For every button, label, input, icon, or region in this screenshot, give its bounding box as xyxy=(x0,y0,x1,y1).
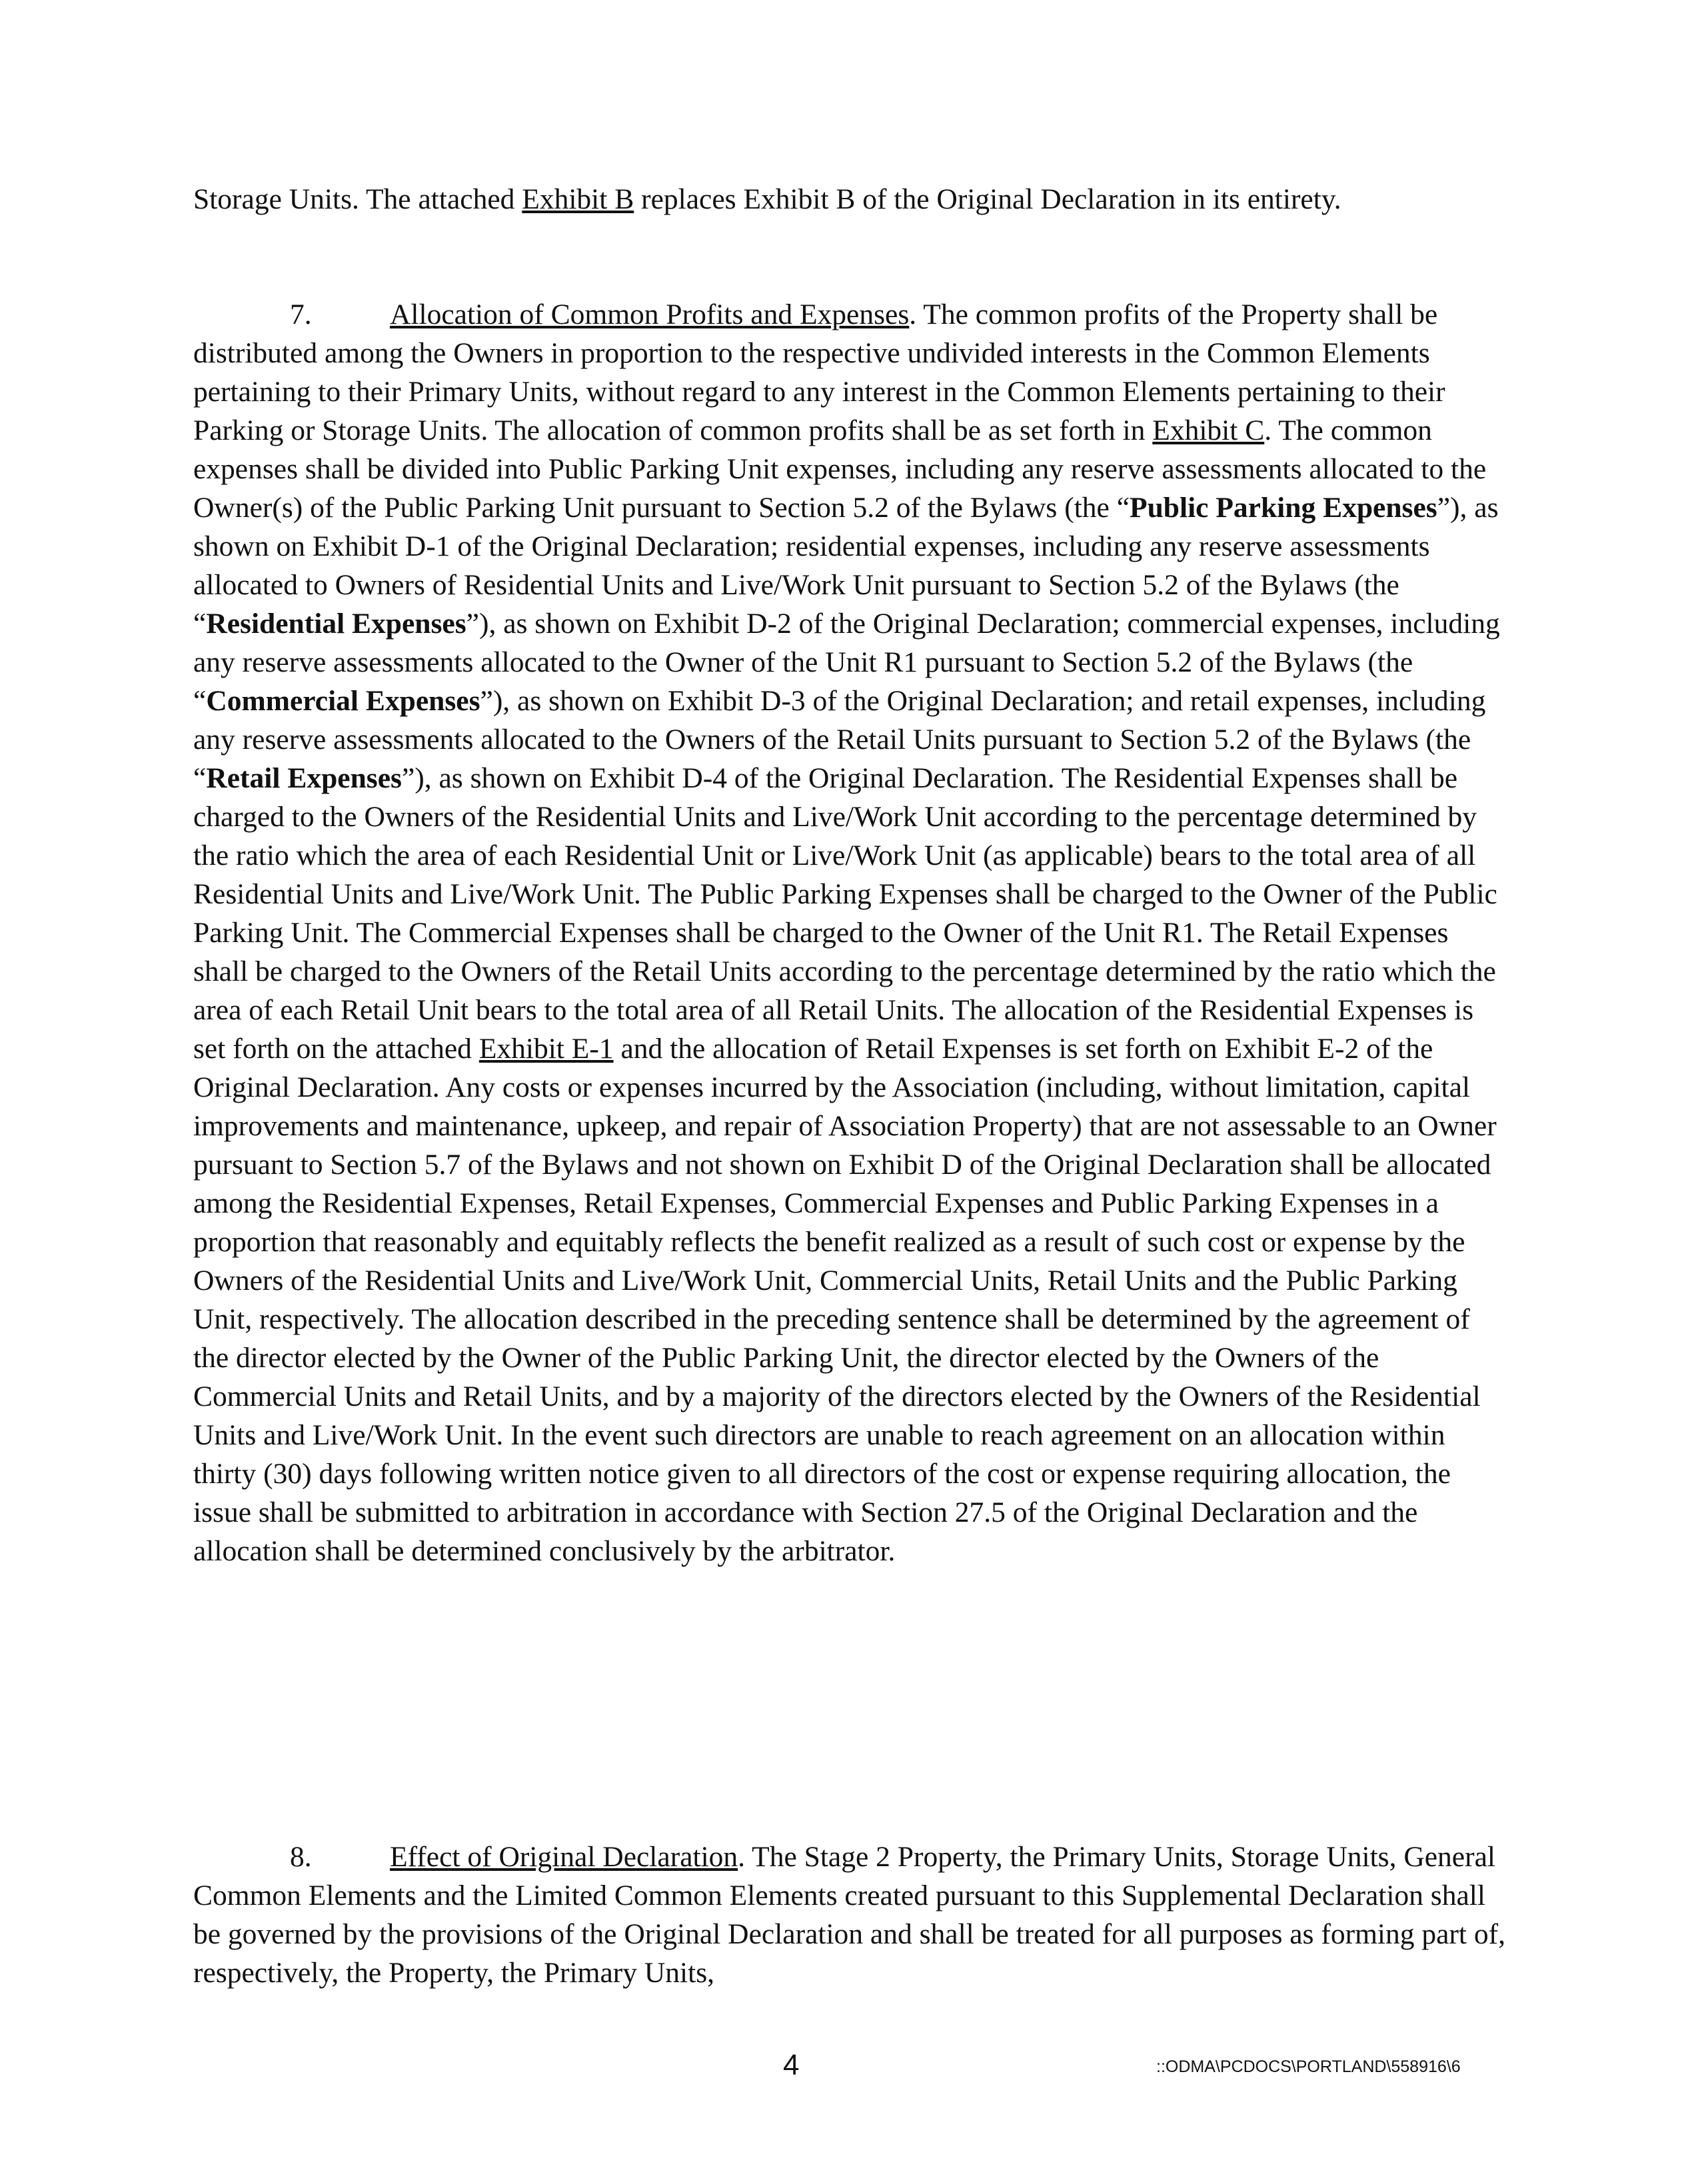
continued-paragraph xyxy=(193,180,1509,219)
text-run: Storage Units. The attached xyxy=(193,183,522,215)
exhibit-c-reference: Exhibit C xyxy=(1152,414,1265,446)
defined-term-public-parking: Public Parking Expenses xyxy=(1130,492,1437,524)
document-path: ::ODMA\PCDOCS\PORTLAND\558916\6 xyxy=(1156,2057,1461,2076)
text-run: and the allocation of Retail Expenses is set forth on Exhibit E-2 of the Original Declaration. Any costs or expenses incurred by the Association (including, without limitation, capital improvements and maintenance, upkeep, and repair of Association Property) that are not assessable to an Owner pursuant to Section 5.7 of the Bylaws and not shown on Exhibit D of the Original Declaration shall be allocated among the Residential Expenses, Retail Expenses, Commercial Expenses and Public Parking Expenses in a proportion that reasonably and equitably reflects the benefit realized as a result of such cost or expense by the Owners of the Residential Units and Live/Work Unit, Commercial Units, Retail Units and the Public Parking Unit, respectively. The allocation described in the preceding sentence shall be determined by the agreement of the director elected by the Owner of the Public Parking Unit, the director elected by the Owners of the Commercial Units and Retail Units, and by a majority of the directors elected by the Owners of the Residential Units and Live/Work Unit. In the event such directors are unable to reach agreement on an allocation within thirty (30) days following written notice given to all directors of the cost or expense requiring allocation, the issue shall be submitted to arbitration in accordance with Section 27.5 of the Original Declaration and the allocation shall be determined conclusively by the arbitrator. xyxy=(193,1033,1497,1567)
text-run: . The common profits of the Property shall be distributed among the Owners in proportion to the respective undivided interests in the Common Elements pertaining to their Primary Units, without regard to any interest in the Common Elements pertaining to their Parking or Storage Units. The allocation of common profits shall be as set forth in xyxy=(193,298,1445,446)
exhibit-b-reference: Exhibit B xyxy=(522,183,634,215)
section-number: 8. xyxy=(290,1841,312,1873)
section-number: 7. xyxy=(290,298,312,330)
page-number: 4 xyxy=(783,2049,800,2081)
defined-term-retail: Retail Expenses xyxy=(206,762,402,794)
exhibit-e1-reference: Exhibit E-1 xyxy=(478,1033,614,1065)
text-run: ”), as shown on Exhibit D-4 of the Original Declaration. The Residential Expenses shall be charged to the Owners of the Residential Units and Live/Work Unit according to the percentage determined by the ratio which the area of each Residential Unit or Live/Work Unit (as applicable) bears to the total area of all Residential Units and Live/Work Unit. The Public Parking Expenses shall be charged to the Owner of the Public Parking Unit. The Commercial Expenses shall be charged to the Owner of the Unit R1. The Retail Expenses shall be charged to the Owners of the Retail Units according to the percentage determined by the ratio which the area of each Retail Unit bears to the total area of all Retail Units. The allocation of the Residential Expenses is set forth on the attached xyxy=(193,762,1497,1065)
defined-term-commercial: Commercial Expenses xyxy=(206,685,480,717)
text-run: ”), as shown on Exhibit D-1 of the Original Declaration; residential expenses, including any reserve assessments allocated to Owners of Residential Units and Live/Work Unit pursuant to Section 5.2 of the Bylaws (the “ xyxy=(193,492,1499,640)
section-heading: Allocation of Common Profits and Expenses xyxy=(390,298,910,330)
defined-term-residential: Residential Expenses xyxy=(206,608,466,640)
text-run: ”), as shown on Exhibit D-2 of the Original Declaration; commercial expenses, including any reserve assessments allocated to the Owner of the Unit R1 pursuant to Section 5.2 of the Bylaws (the “ xyxy=(193,608,1500,717)
text-run: . The common expenses shall be divided into Public Parking Unit expenses, including any reserve assessments allocated to the Owner(s) of the Public Parking Unit pursuant to Section 5.2 of the Bylaws (the “ xyxy=(193,414,1487,524)
section-8-paragraph xyxy=(193,1838,1509,1992)
text-run: . The Stage 2 Property, the Primary Units, Storage Units, General Common Elements and the Limited Common Elements created pursuant to this Supplemental Declaration shall be governed by the provisions of the Original Declaration and shall be treated for all purposes as forming part of, respectively, the Property, the Primary Units, xyxy=(193,1841,1505,1989)
text-run: replaces Exhibit B of the Original Declaration in its entirety. xyxy=(634,183,1341,215)
section-7-paragraph xyxy=(193,295,1509,1570)
text-run: ”), as shown on Exhibit D-3 of the Original Declaration; and retail expenses, including any reserve assessments allocated to the Owners of the Retail Units pursuant to Section 5.2 of the Bylaws (the “ xyxy=(193,685,1486,794)
section-heading: Effect of Original Declaration xyxy=(390,1841,738,1873)
